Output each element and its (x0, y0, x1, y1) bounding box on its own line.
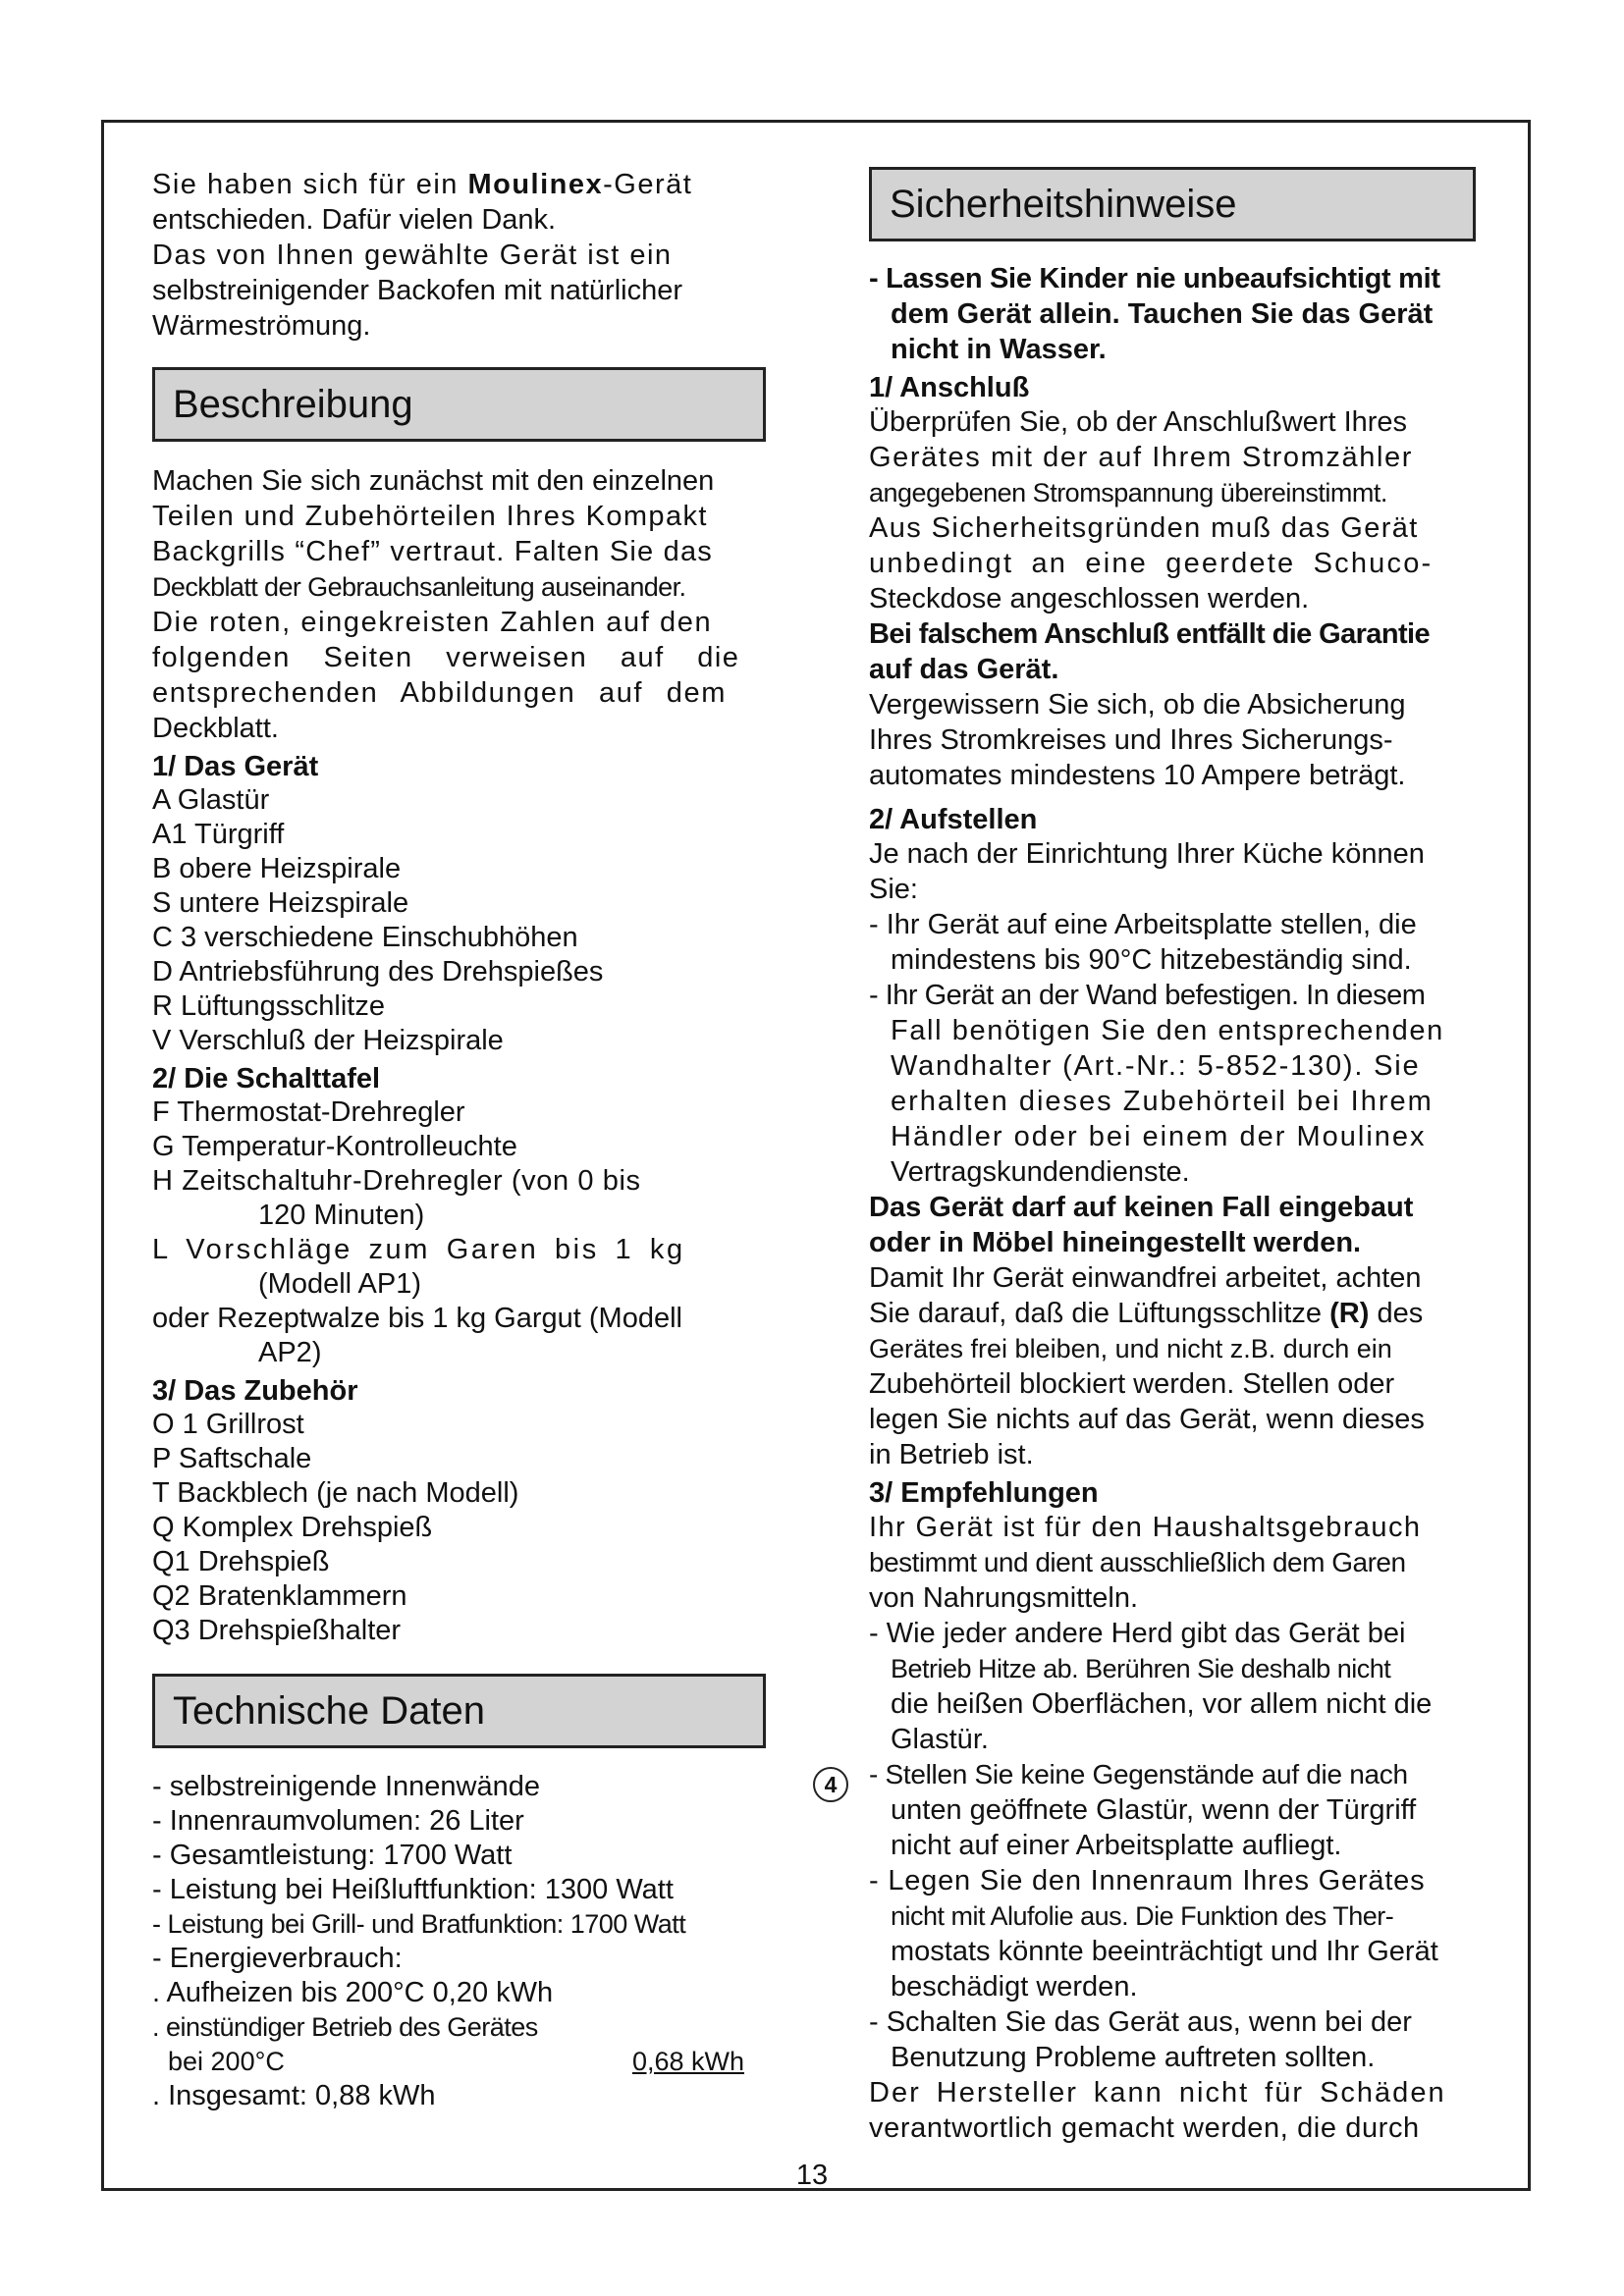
text-line: Vergewissern Sie sich, ob die Absicherung (869, 689, 1406, 721)
text-line: Vertragskundendienste. (891, 1156, 1190, 1188)
list-item: Q3 Drehspießhalter (152, 1615, 402, 1646)
text-line-bold: auf das Gerät. (869, 654, 1059, 685)
list-item: L Vorschläge zum Garen bis 1 kg (152, 1234, 685, 1265)
intro-line-1: Sie haben sich für ein Moulinex-Gerät (152, 169, 693, 200)
list-item: B obere Heizspirale (152, 853, 402, 884)
list-item: C 3 verschiedene Einschubhöhen (152, 922, 578, 953)
subheading-aufstellen: 2/ Aufstellen (869, 804, 1038, 835)
desc-line: Deckblatt der Gebrauchsanleitung auseinander. (152, 572, 686, 602)
schalttafel-list (152, 1095, 766, 1370)
list-item-cont: (Modell AP1) (258, 1268, 422, 1300)
ref-r: (R) (1329, 1298, 1370, 1329)
text-line: von Nahrungsmitteln. (869, 1582, 1139, 1614)
subheading-empfehlungen: 3/ Empfehlungen (869, 1477, 1099, 1509)
right-column (869, 167, 1485, 2146)
list-item: H Zeitschaltuhr-Drehregler (von 0 bis (152, 1165, 641, 1197)
heading-sicherheitshinweise: Sicherheitshinweise (869, 167, 1476, 241)
zubehoer-list (152, 1408, 766, 1648)
text-line: bestimmt und dient ausschließlich dem Garen (869, 1547, 1406, 1577)
text-line: nicht mit Alufolie aus. Die Funktion des Ther- (891, 1901, 1394, 1931)
text-line: Gerätes mit der auf Ihrem Stromzähler (869, 442, 1413, 473)
text-line: Zubehörteil blockiert werden. Stellen oder (869, 1368, 1395, 1400)
text-line: Glastür. (891, 1724, 989, 1755)
text-line: - Ihr Gerät auf eine Arbeitsplatte stellen, die (869, 909, 1417, 940)
text-line-bold: Das Gerät darf auf keinen Fall eingebaut (869, 1192, 1414, 1223)
left-column (152, 167, 766, 2113)
warning-line: - Lassen Sie Kinder nie unbeaufsichtigt mit (869, 263, 1440, 294)
text-line: Je nach der Einrichtung Ihrer Küche können (869, 838, 1425, 870)
warning-line: dem Gerät allein. Tauchen Sie das Gerät (891, 298, 1434, 330)
subheading-anschluss: 1/ Anschluß (869, 372, 1030, 403)
text-line: legen Sie nichts auf das Gerät, wenn dieses (869, 1404, 1425, 1435)
list-item: Q2 Bratenklammern (152, 1580, 407, 1612)
list-item-cont: 120 Minuten) (258, 1200, 425, 1231)
list-item: T Backblech (je nach Modell) (152, 1477, 519, 1509)
desc-line: folgenden Seiten verweisen auf die (152, 642, 740, 673)
text-line: - Schalten Sie das Gerät aus, wenn bei der (869, 2006, 1412, 2038)
text-line: mindestens bis 90°C hitzebeständig sind. (891, 944, 1412, 976)
text-line: - Ihr Gerät an der Wand befestigen. In diesem (869, 980, 1426, 1011)
intro-line-3: Das von Ihnen gewählte Gerät ist ein (152, 240, 673, 271)
list-item: D Antriebsführung des Drehspießes (152, 956, 604, 988)
desc-line: Deckblatt. (152, 713, 279, 744)
intro-line-4: selbstreinigender Backofen mit natürlicher (152, 275, 682, 306)
tech-item: - selbstreinigende Innenwände (152, 1771, 540, 1802)
bei-label: bei 200°C (168, 2047, 285, 2076)
text-line: Betrieb Hitze ab. Berühren Sie deshalb nicht (891, 1654, 1391, 1683)
text-line: Steckdose angeschlossen werden. (869, 583, 1310, 614)
text-line: nicht auf einer Arbeitsplatte aufliegt. (891, 1830, 1342, 1861)
text-line: automates mindestens 10 Ampere beträgt. (869, 760, 1406, 791)
text-line: unten geöffnete Glastür, wenn der Türgriff (891, 1794, 1417, 1826)
text-line: - Legen Sie den Innenraum Ihres Gerätes (869, 1865, 1426, 1896)
text-line: Fall benötigen Sie den entsprechenden (891, 1015, 1444, 1046)
list-item: A1 Türgriff (152, 819, 285, 850)
heading-technische-daten: Technische Daten (152, 1674, 766, 1748)
tech-item: . Insgesamt: 0,88 kWh (152, 2080, 436, 2111)
desc-line: entsprechenden Abbildungen auf dem (152, 677, 727, 709)
subheading-das-geraet: 1/ Das Gerät (152, 751, 319, 782)
tech-item-bei (152, 2045, 766, 2079)
subheading-zubehoer: 3/ Das Zubehör (152, 1375, 358, 1407)
text-line: Benutzung Probleme auftreten sollten. (891, 2042, 1376, 2073)
text-line: unbedingt an eine geerdete Schuco- (869, 548, 1434, 579)
text-line: Der Hersteller kann nicht für Schäden (869, 2077, 1446, 2109)
text-line: Sie: (869, 874, 918, 905)
text-line: beschädigt werden. (891, 1971, 1138, 2002)
subheading-schalttafel: 2/ Die Schalttafel (152, 1063, 381, 1095)
list-item: V Verschluß der Heizspirale (152, 1025, 504, 1056)
text-line: Ihr Gerät ist für den Haushaltsgebrauch (869, 1512, 1422, 1543)
text-line-bold: oder in Möbel hineingestellt werden. (869, 1227, 1362, 1258)
text-line: erhalten dieses Zubehörteil bei Ihrem (891, 1086, 1434, 1117)
geraet-list (152, 783, 766, 1058)
text-line-bold: Bei falschem Anschluß entfällt die Garantie (869, 618, 1430, 650)
bei-value: 0,68 kWh (631, 2047, 744, 2076)
desc-line: Die roten, eingekreisten Zahlen auf den (152, 607, 713, 638)
figure-reference-circle: 4 (813, 1767, 848, 1802)
intro-line-2: entschieden. Dafür vielen Dank. (152, 204, 557, 236)
text-line: Ihres Stromkreises und Ihres Sicherungs- (869, 724, 1393, 756)
text-line: - Wie jeder andere Herd gibt das Gerät bei (869, 1618, 1406, 1649)
list-item: A Glastür (152, 784, 270, 816)
text-line: Sie darauf, daß die Lüftungsschlitze (R) des (869, 1298, 1424, 1329)
tech-item: . Aufheizen bis 200°C 0,20 kWh (152, 1977, 554, 2008)
tech-item: - Gesamtleistung: 1700 Watt (152, 1840, 513, 1871)
text-line: Aus Sicherheitsgründen muß das Gerät (869, 512, 1419, 544)
tech-item: - Innenraumvolumen: 26 Liter (152, 1805, 524, 1837)
tech-item: - Leistung bei Heißluftfunktion: 1300 Watt (152, 1874, 674, 1905)
tech-item: - Leistung bei Grill- und Bratfunktion: 1700 Watt (152, 1909, 686, 1939)
list-item: G Temperatur-Kontrolleuchte (152, 1131, 517, 1162)
list-item: oder Rezeptwalze bis 1 kg Gargut (Modell (152, 1303, 682, 1334)
text-line: Überprüfen Sie, ob der Anschlußwert Ihres (869, 406, 1408, 438)
text-line: in Betrieb ist. (869, 1439, 1034, 1470)
list-item: O 1 Grillrost (152, 1409, 304, 1440)
intro-line-5: Wärmeströmung. (152, 310, 371, 342)
text-line: - Stellen Sie keine Gegenstände auf die nach (869, 1759, 1408, 1789)
list-item: R Lüftungsschlitze (152, 990, 385, 1022)
list-item: Q Komplex Drehspieß (152, 1512, 433, 1543)
text-line: mostats könnte beeinträchtigt und Ihr Gerät (891, 1936, 1438, 1967)
list-item: S untere Heizspirale (152, 887, 409, 919)
technische-list (152, 1770, 766, 2113)
list-item: P Saftschale (152, 1443, 312, 1474)
tech-item: - Energieverbrauch: (152, 1943, 403, 1974)
text-line: Wandhalter (Art.-Nr.: 5-852-130). Sie (891, 1050, 1421, 1082)
warning-line: nicht in Wasser. (891, 334, 1107, 365)
desc-line: Backgrills “Chef” vertraut. Falten Sie das (152, 536, 713, 567)
list-item: Q1 Drehspieß (152, 1546, 330, 1577)
text-line: Gerätes frei bleiben, und nicht z.B. durch ein (869, 1334, 1392, 1363)
list-item: F Thermostat-Drehregler (152, 1096, 465, 1128)
desc-line: Machen Sie sich zunächst mit den einzelnen (152, 465, 715, 497)
page-number: 13 (795, 2160, 829, 2191)
text-line: Damit Ihr Gerät einwandfrei arbeitet, achten (869, 1262, 1422, 1294)
list-item-cont: AP2) (258, 1337, 322, 1368)
text-line: die heißen Oberflächen, vor allem nicht die (891, 1688, 1433, 1720)
text-line: Händler oder bei einem der Moulinex (891, 1121, 1427, 1152)
text-line: verantwortlich gemacht werden, die durch (869, 2112, 1420, 2144)
text-line: angegebenen Stromspannung übereinstimmt. (869, 478, 1387, 507)
desc-line: Teilen und Zubehörteilen Ihres Kompakt (152, 501, 708, 532)
tech-item: . einstündiger Betrieb des Gerätes (152, 2012, 538, 2042)
heading-beschreibung: Beschreibung (152, 367, 766, 442)
brand-name: Moulinex (467, 169, 604, 200)
